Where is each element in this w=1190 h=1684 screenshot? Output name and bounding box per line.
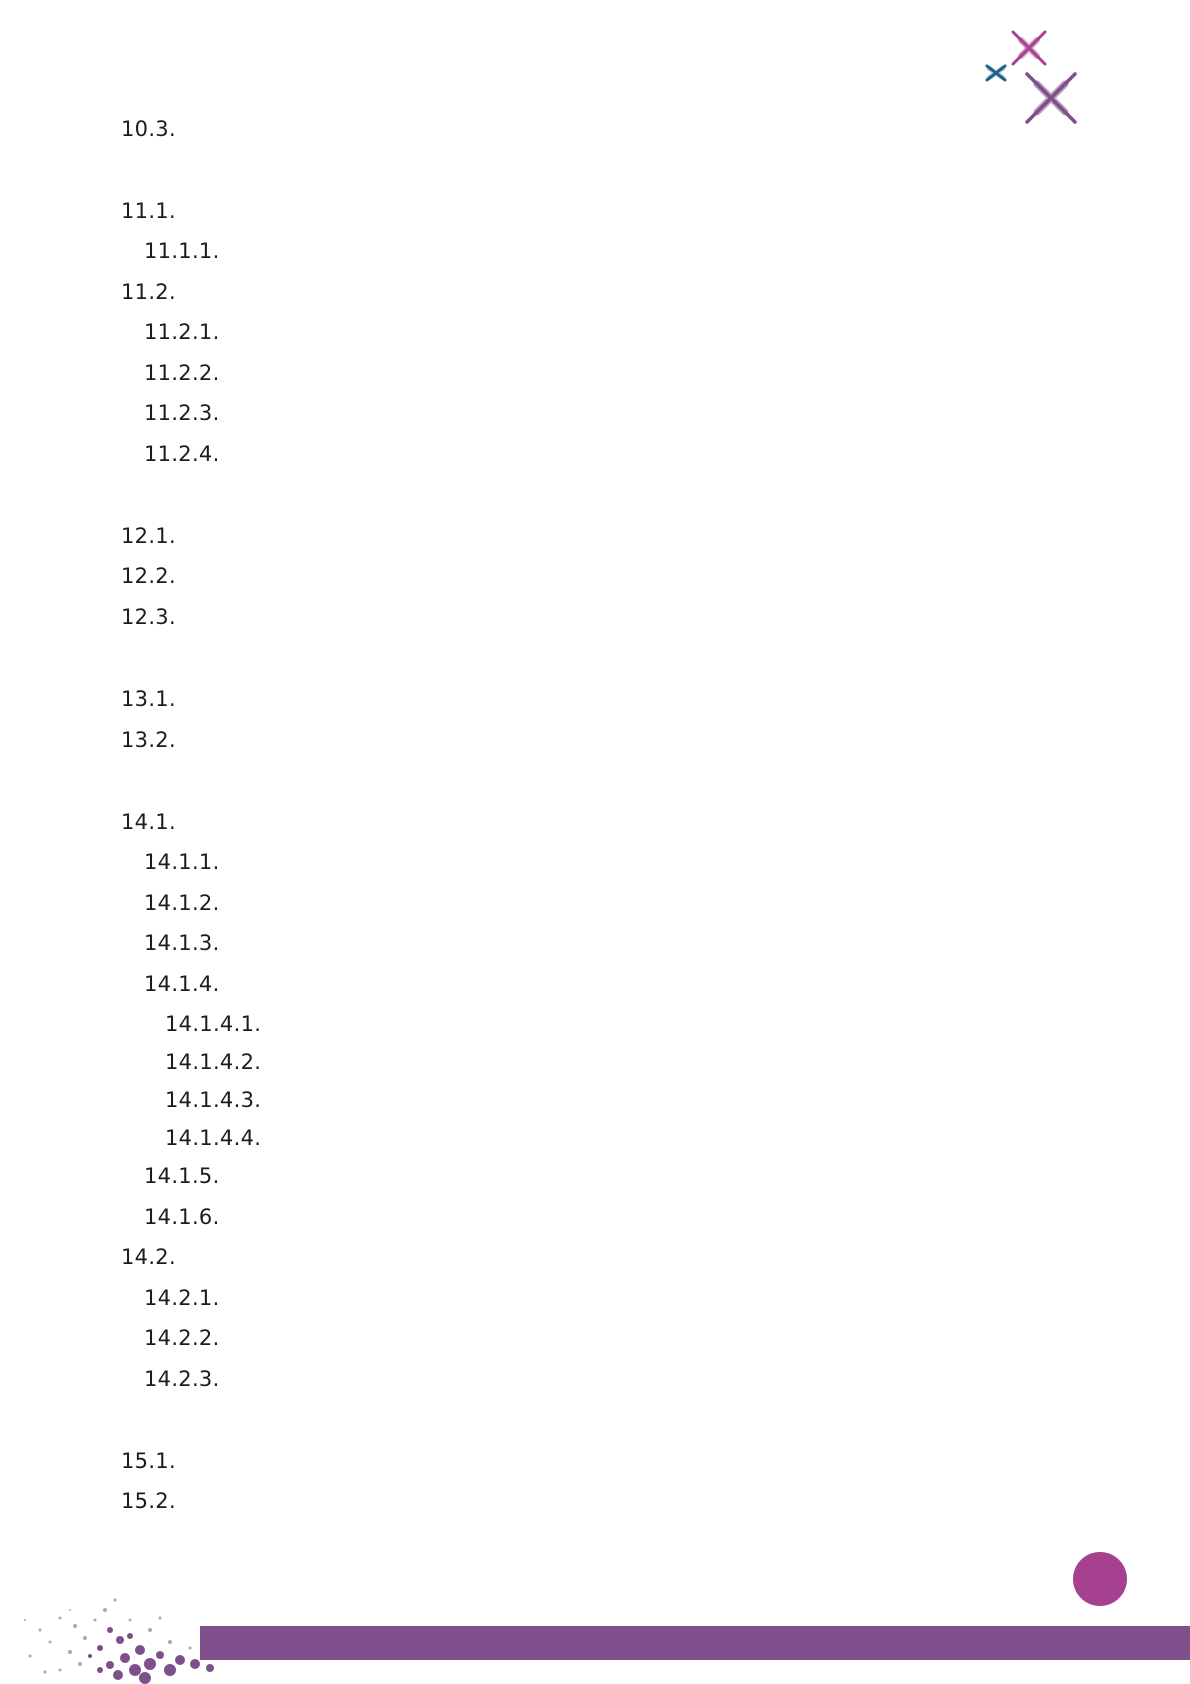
toc-entry: 15.2. xyxy=(121,1489,176,1513)
toc-entry: 12.1. xyxy=(121,524,176,548)
toc-entry: 12.3. xyxy=(121,605,176,629)
toc-entry: 14.2.1. xyxy=(144,1286,220,1310)
toc-entry: 14.1. xyxy=(121,810,176,834)
toc-entry: 11.2.4. xyxy=(144,442,220,466)
toc-entry: 14.1.2. xyxy=(144,891,220,915)
toc-entry: 11.2.3. xyxy=(144,401,220,425)
toc-entry: 13.1. xyxy=(121,687,176,711)
toc-entry: 11.1.1. xyxy=(144,239,220,263)
toc-entry: 14.1.4.3. xyxy=(165,1088,262,1112)
toc-entry: 11.2.1. xyxy=(144,320,220,344)
toc-entry: 10.3. xyxy=(121,117,176,141)
toc-entry: 11.2. xyxy=(121,280,176,304)
toc-entry: 13.2. xyxy=(121,728,176,752)
toc-entry: 14.1.1. xyxy=(144,850,220,874)
toc-entry: 14.1.3. xyxy=(144,931,220,955)
toc-entry: 14.2.3. xyxy=(144,1367,220,1391)
toc-entry: 14.1.6. xyxy=(144,1205,220,1229)
footer-bar xyxy=(200,1626,1190,1660)
toc-entry: 12.2. xyxy=(121,564,176,588)
toc-entry: 15.1. xyxy=(121,1449,176,1473)
toc-entry: 14.1.4.1. xyxy=(165,1012,262,1036)
toc-entry: 14.1.4.4. xyxy=(165,1126,262,1150)
toc-entry: 14.1.4. xyxy=(144,972,220,996)
toc-entry: 14.1.4.2. xyxy=(165,1050,262,1074)
toc-entry: 14.2. xyxy=(121,1245,176,1269)
toc-entry: 14.1.5. xyxy=(144,1164,220,1188)
toc-entry: 11.1. xyxy=(121,199,176,223)
toc-entry: 14.2.2. xyxy=(144,1326,220,1350)
ink-splatter-decoration xyxy=(0,1560,230,1684)
toc-entry: 11.2.2. xyxy=(144,361,220,385)
page-marker-circle xyxy=(1073,1552,1127,1606)
